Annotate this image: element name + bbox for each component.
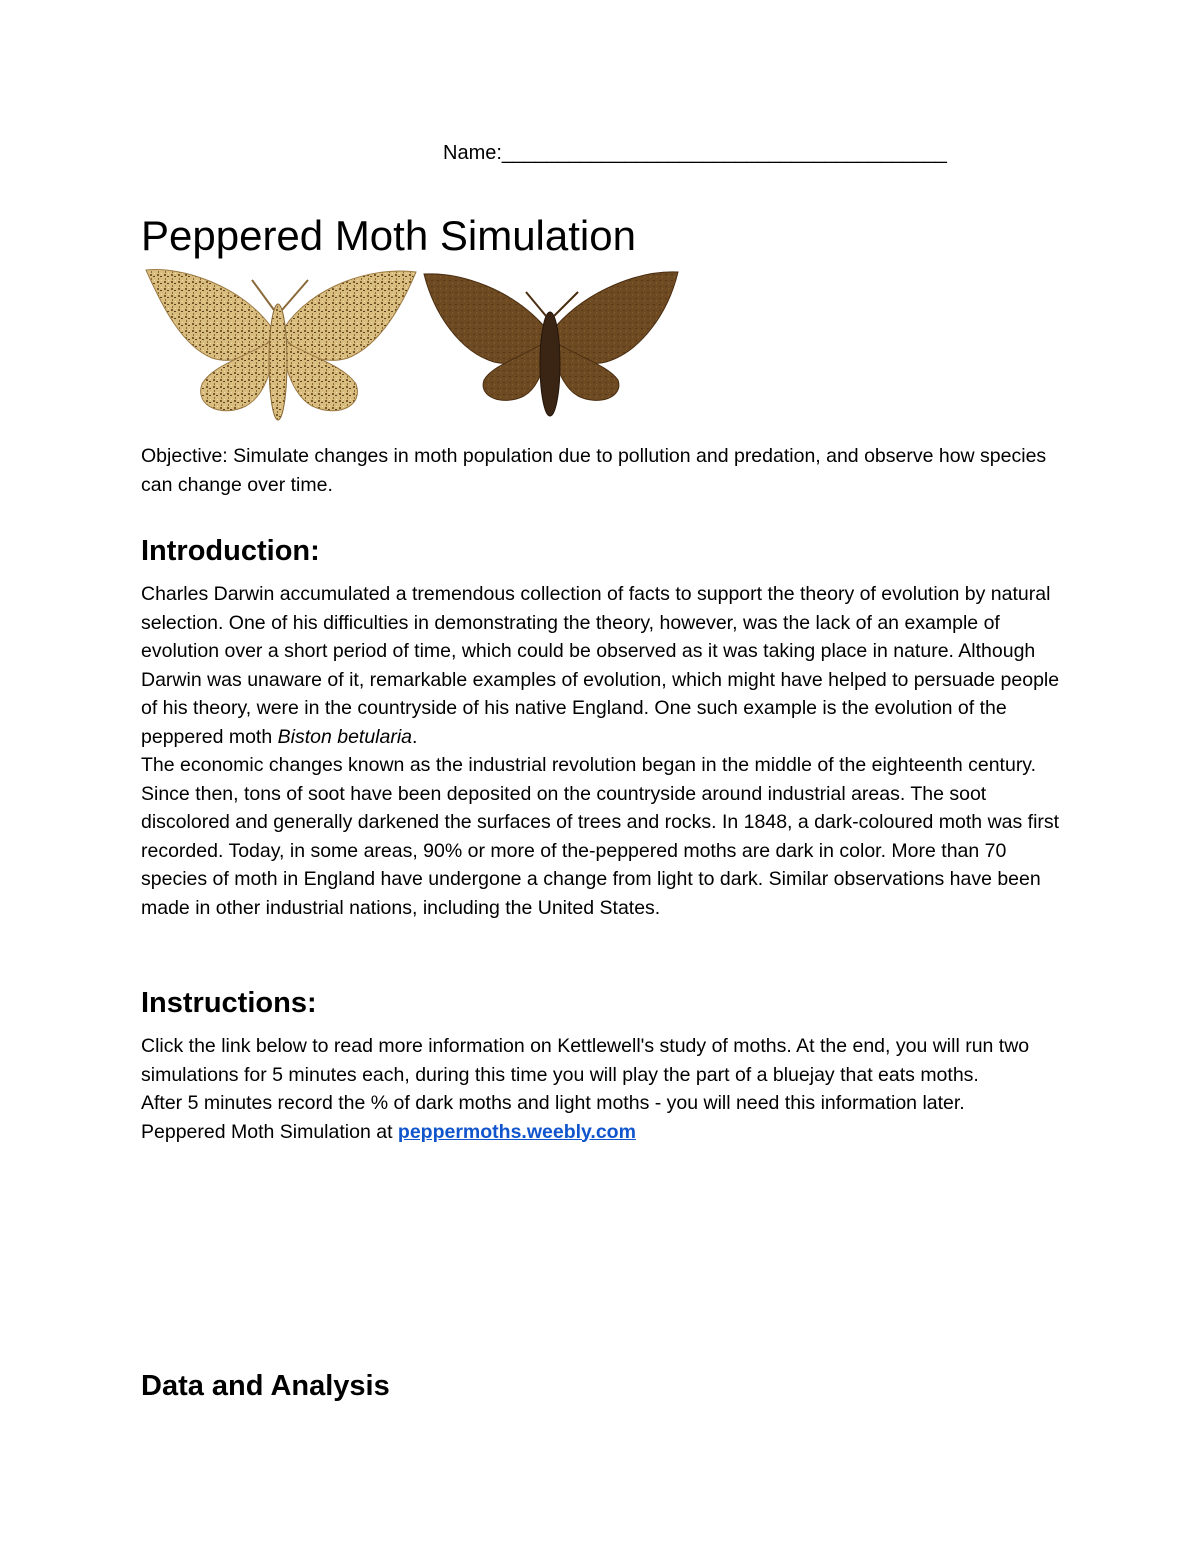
simulation-link-line <box>141 1118 1071 1147</box>
page-title: Peppered Moth Simulation <box>141 212 636 259</box>
dark-moth-image <box>424 272 678 416</box>
introduction-heading: Introduction: <box>141 535 320 567</box>
name-field-label: Name:________________________________________ <box>443 142 947 164</box>
introduction-paragraph-1-end: . <box>412 725 418 748</box>
objective-text: Objective: Simulate changes in moth population due to pollution and predation, and observe how species can change over time. <box>141 445 1047 496</box>
introduction-paragraph-2: The economic changes known as the industrial revolution began in the middle of the eighteenth century. Since then, tons of soot have been deposited on the countryside around industrial areas. The soot discolored and generally darkened the surfaces of trees and rocks. In 1848, a dark-coloured moth was first recorded. Today, in some areas, 90% or more of the-peppered moths are dark in color. More than 70 species of moth in England have undergone a change from light to dark. Similar observations have been made in other industrial nations, including the United States. <box>141 754 1060 919</box>
simulation-link-prefix: Peppered Moth Simulation at <box>141 1120 398 1143</box>
introduction-section <box>141 580 1071 922</box>
instructions-paragraph-1: Click the link below to read more information on Kettlewell's study of moths. At the end, you will run two simulations for 5 minutes each, during this time you will play the part of a bluejay that eats moths. <box>141 1035 1030 1086</box>
instructions-heading: Instructions: <box>141 987 317 1019</box>
introduction-paragraph-1-text: Charles Darwin accumulated a tremendous collection of facts to support the theory of evolution by natural selection. One of his difficulties in demonstrating the theory, however, was the lack of an example of evolution over a short period of time, which could be observed as it was taking place in nature. Although Darwin was unaware of it, remarkable examples of evolution, which might have helped to persuade people of his theory, were in the countryside of his native England. One such example is the evolution of the peppered moth <box>141 583 1060 748</box>
instructions-paragraph-2: After 5 minutes record the % of dark moths and light moths - you will need this information later. <box>141 1092 965 1114</box>
instructions-section <box>141 1032 1071 1146</box>
moth-images <box>142 266 682 428</box>
light-moth-image <box>146 269 416 420</box>
species-name: Biston betularia <box>277 725 413 748</box>
data-analysis-heading: Data and Analysis <box>141 1370 390 1402</box>
simulation-link[interactable]: peppermoths.weebly.com <box>397 1120 636 1143</box>
introduction-paragraph-1 <box>141 580 1071 751</box>
